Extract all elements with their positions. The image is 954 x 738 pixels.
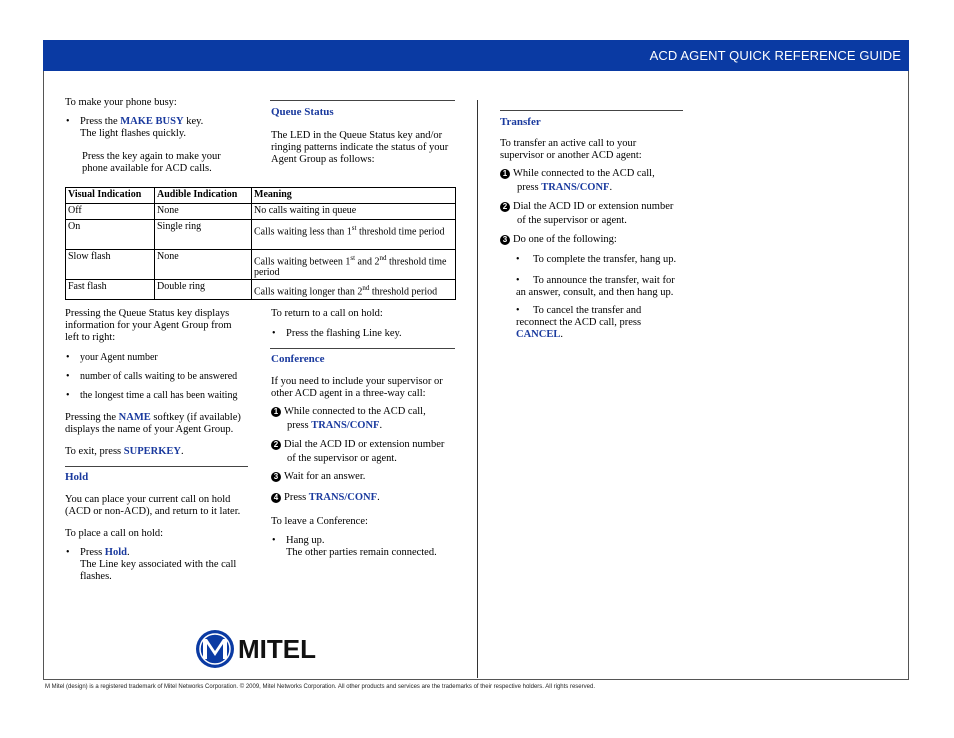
table-cell: Single ring bbox=[155, 220, 252, 250]
bullet-icon: • bbox=[66, 371, 70, 382]
transfer-step-3: 3 Do one of the following: bbox=[500, 234, 617, 246]
transfer-option-3: To cancel the transfer and bbox=[533, 305, 642, 316]
pressing-text-1: Pressing the Queue Status key displays bbox=[65, 308, 230, 319]
name-softkey-text-2: displays the name of your Agent Group. bbox=[65, 424, 234, 435]
table-cell: None bbox=[155, 250, 252, 280]
transfer-option-2-cont: an answer, consult, and then hang up. bbox=[516, 287, 674, 298]
table-cell: Calls waiting less than 1st threshold time period bbox=[252, 220, 456, 250]
name-softkey-text: Pressing the NAME softkey (if available) bbox=[65, 412, 241, 423]
hold-place-text: To place a call on hold: bbox=[65, 528, 164, 539]
queue-status-table bbox=[65, 187, 456, 300]
leave-detail: The other parties remain connected. bbox=[286, 547, 437, 558]
table-header-cell: Visual Indication bbox=[66, 188, 155, 204]
section-rule bbox=[270, 100, 455, 101]
make-busy-key: MAKE BUSY bbox=[120, 116, 184, 127]
bullet-icon: • bbox=[66, 390, 70, 401]
conference-step-1: 1 While connected to the ACD call, bbox=[271, 406, 426, 418]
transfer-step-2-cont: of the supervisor or agent. bbox=[517, 215, 627, 226]
bullet-icon: • bbox=[272, 328, 276, 339]
table-row bbox=[66, 220, 456, 250]
table-cell: Calls waiting between 1st and 2nd threshold time period bbox=[252, 250, 456, 280]
transfer-step-2: 2 Dial the ACD ID or extension number bbox=[500, 201, 673, 213]
bullet-icon: • bbox=[66, 547, 70, 558]
table-cell: Off bbox=[66, 204, 155, 220]
table-cell: On bbox=[66, 220, 155, 250]
make-busy-step: Press the MAKE BUSY key. bbox=[80, 116, 204, 127]
trans-conf-key: TRANS/CONF bbox=[311, 420, 380, 431]
table-row bbox=[66, 204, 456, 220]
guide-title: ACD AGENT QUICK REFERENCE GUIDE bbox=[649, 48, 901, 63]
transfer-option-3-cont: reconnect the ACD call, press bbox=[516, 317, 642, 328]
press-again-text-2: phone available for ACD calls. bbox=[82, 163, 212, 174]
list-item: number of calls waiting to be answered bbox=[80, 371, 238, 382]
transfer-step-1: 1 While connected to the ACD call, bbox=[500, 168, 655, 180]
step-number-icon: 3 bbox=[271, 472, 281, 482]
queue-text-3: Agent Group as follows: bbox=[271, 154, 375, 165]
trans-conf-key: TRANS/CONF bbox=[308, 492, 378, 503]
bullet-icon: • bbox=[66, 116, 70, 127]
mitel-logo bbox=[195, 628, 320, 670]
hold-text-1: You can place your current call on hold bbox=[65, 494, 231, 505]
table-header-cell: Meaning bbox=[252, 188, 456, 204]
table-row bbox=[66, 250, 456, 280]
conference-step-2-cont: of the supervisor or agent. bbox=[287, 453, 397, 464]
table-cell: Fast flash bbox=[66, 280, 155, 300]
step-number-icon: 3 bbox=[500, 235, 510, 245]
make-busy-light-text: The light flashes quickly. bbox=[80, 128, 187, 139]
conference-text-2: other ACD agent in a three-way call: bbox=[271, 388, 426, 399]
section-rule bbox=[65, 466, 248, 467]
make-busy-intro: To make your phone busy: bbox=[65, 97, 177, 108]
conference-heading: Conference bbox=[271, 353, 325, 365]
footer-legal-text: M Mitel (design) is a registered trademark of Mitel Networks Corporation. © 2009, Mitel Networks Corporation. All other products and services are the trademarks of their respective holders. All rights reserved. bbox=[45, 684, 595, 690]
step-number-icon: 2 bbox=[500, 202, 510, 212]
column-divider bbox=[477, 100, 478, 678]
step-number-icon: 1 bbox=[271, 407, 281, 417]
bullet-icon: • bbox=[516, 305, 520, 316]
table-cell: Slow flash bbox=[66, 250, 155, 280]
cancel-key: CANCEL bbox=[516, 329, 561, 340]
hold-detail-1: The Line key associated with the call bbox=[80, 559, 237, 570]
table-header-cell: Audible Indication bbox=[155, 188, 252, 204]
mitel-wordmark: MITEL bbox=[238, 634, 316, 664]
hold-heading: Hold bbox=[65, 471, 89, 483]
transfer-option-1: To complete the transfer, hang up. bbox=[533, 254, 677, 265]
section-rule bbox=[500, 110, 683, 111]
hold-text-2: (ACD or non-ACD), and return to it later. bbox=[65, 506, 241, 517]
table-cell: Calls waiting longer than 2nd threshold period bbox=[252, 280, 456, 300]
list-item: your Agent number bbox=[80, 352, 158, 363]
pressing-text-3: left to right: bbox=[65, 332, 116, 343]
leave-step: Hang up. bbox=[286, 535, 325, 546]
pressing-text-2: information for your Agent Group from bbox=[65, 320, 232, 331]
hold-detail-2: flashes. bbox=[80, 571, 112, 582]
hold-step: Press Hold. bbox=[80, 547, 130, 558]
conference-step-2: 2 Dial the ACD ID or extension number bbox=[271, 439, 444, 451]
queue-status-heading: Queue Status bbox=[271, 106, 334, 118]
bullet-icon: • bbox=[66, 352, 70, 363]
conference-step-1-cont: press TRANS/CONF. bbox=[287, 420, 383, 431]
table-header-row bbox=[66, 188, 456, 204]
table-row bbox=[66, 280, 456, 300]
transfer-option-3-key: CANCEL. bbox=[516, 329, 563, 340]
return-step: Press the flashing Line key. bbox=[286, 328, 402, 339]
list-item: the longest time a call has been waiting bbox=[80, 390, 238, 401]
transfer-option-2: To announce the transfer, wait for bbox=[533, 275, 675, 286]
exit-text: To exit, press SUPERKEY. bbox=[65, 446, 184, 457]
conference-text-1: If you need to include your supervisor or bbox=[271, 376, 443, 387]
bullet-icon: • bbox=[272, 535, 276, 546]
hold-key: Hold bbox=[104, 547, 127, 558]
step-number-icon: 2 bbox=[271, 440, 281, 450]
return-intro: To return to a call on hold: bbox=[271, 308, 383, 319]
step-number-icon: 4 bbox=[271, 493, 281, 503]
section-rule bbox=[270, 348, 455, 349]
transfer-step-1-cont: press TRANS/CONF. bbox=[517, 182, 613, 193]
queue-text-1: The LED in the Queue Status key and/or bbox=[271, 130, 443, 141]
conference-step-3: 3 Wait for an answer. bbox=[271, 471, 365, 483]
superkey-key: SUPERKEY bbox=[123, 446, 181, 457]
transfer-heading: Transfer bbox=[500, 116, 541, 128]
table-cell: None bbox=[155, 204, 252, 220]
table-cell: Double ring bbox=[155, 280, 252, 300]
transfer-intro-1: To transfer an active call to your bbox=[500, 138, 637, 149]
header-banner bbox=[43, 40, 909, 71]
press-again-text-1: Press the key again to make your bbox=[82, 151, 221, 162]
transfer-intro-2: supervisor or another ACD agent: bbox=[500, 150, 642, 161]
queue-text-2: ringing patterns indicate the status of your bbox=[271, 142, 449, 153]
bullet-icon: • bbox=[516, 275, 520, 286]
trans-conf-key: TRANS/CONF bbox=[541, 182, 610, 193]
table-cell: No calls waiting in queue bbox=[252, 204, 456, 220]
bullet-icon: • bbox=[516, 254, 520, 265]
step-number-icon: 1 bbox=[500, 169, 510, 179]
name-key: NAME bbox=[118, 412, 151, 423]
conference-step-4: 4 Press TRANS/CONF. bbox=[271, 492, 380, 504]
leave-intro: To leave a Conference: bbox=[271, 516, 368, 527]
